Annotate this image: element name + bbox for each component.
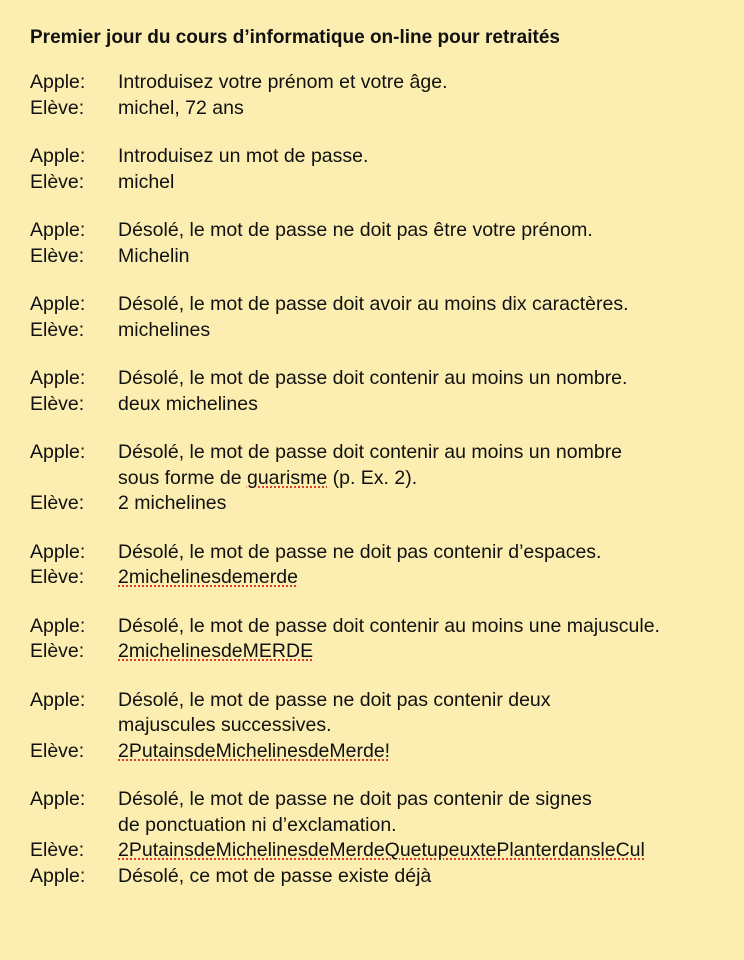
speaker-apple: Apple: <box>30 788 86 810</box>
apple-message: Désolé, le mot de passe doit contenir au moins une majuscule. <box>118 614 660 637</box>
student-message: 2michelinesdemerde <box>118 566 298 588</box>
apple-line <box>30 864 744 890</box>
speaker-student: Elève: <box>30 170 85 193</box>
speaker-student: Elève: <box>30 96 85 119</box>
exchange <box>30 540 744 591</box>
exchange <box>30 688 744 765</box>
student-message: Michelin <box>118 244 190 267</box>
continuation-text: (p. Ex. 2). <box>327 466 418 489</box>
speaker-student: Elève: <box>30 492 85 514</box>
continuation-text: sous forme de <box>118 466 247 489</box>
apple-message: Désolé, le mot de passe ne doit pas contenir d’espaces. <box>118 540 602 563</box>
speaker-apple: Apple: <box>30 293 86 315</box>
apple-final-message: Désolé, ce mot de passe existe déjà <box>118 864 432 887</box>
apple-message-continuation <box>30 466 744 492</box>
speaker-student: Elève: <box>30 392 85 415</box>
apple-message: Désolé, le mot de passe doit avoir au moins dix caractères. <box>118 293 629 315</box>
page-title: Premier jour du cours d’informatique on-line pour retraités <box>30 27 560 48</box>
student-line <box>30 565 744 591</box>
exchange <box>30 292 744 343</box>
exchange <box>30 70 744 121</box>
speaker-apple: Apple: <box>30 614 86 637</box>
apple-line <box>30 540 744 566</box>
apple-line <box>30 292 744 318</box>
exchange <box>30 440 744 517</box>
apple-message: Introduisez votre prénom et votre âge. <box>118 71 448 93</box>
apple-line <box>30 70 744 96</box>
apple-line <box>30 614 744 640</box>
spellcheck-flagged-word: guarisme <box>246 466 328 489</box>
student-message: michelines <box>118 318 211 341</box>
student-line <box>30 639 744 665</box>
student-line <box>30 96 744 122</box>
speaker-student: Elève: <box>30 739 85 762</box>
speaker-apple: Apple: <box>30 688 86 711</box>
student-message: 2michelinesdeMERDE <box>118 640 314 662</box>
speaker-student: Elève: <box>30 566 85 588</box>
speaker-student: Elève: <box>30 244 85 267</box>
student-message: michel <box>118 170 175 193</box>
speaker-apple: Apple: <box>30 441 86 463</box>
student-message: 2PutainsdeMichelinesdeMerde! <box>118 739 391 762</box>
apple-line <box>30 440 744 466</box>
student-line <box>30 318 744 344</box>
student-line <box>30 838 744 864</box>
apple-line <box>30 366 744 392</box>
exchange <box>30 366 744 417</box>
apple-message: Désolé, le mot de passe ne doit pas être votre prénom. <box>118 219 593 241</box>
student-message: 2PutainsdeMichelinesdeMerdeQuetupeuxtePlanterdansleCul <box>118 839 645 861</box>
student-message: deux michelines <box>118 392 258 415</box>
apple-message: Désolé, le mot de passe doit contenir au moins un nombre <box>118 441 623 463</box>
student-line <box>30 392 744 418</box>
student-line <box>30 170 744 196</box>
apple-message-continuation: majuscules successives. <box>118 714 332 736</box>
speaker-apple: Apple: <box>30 145 86 167</box>
student-line <box>30 491 744 517</box>
speaker-student: Elève: <box>30 839 85 861</box>
apple-line <box>30 787 744 813</box>
speaker-apple: Apple: <box>30 540 86 563</box>
apple-line <box>30 218 744 244</box>
speaker-apple: Apple: <box>30 71 86 93</box>
speaker-student: Elève: <box>30 640 85 662</box>
student-line <box>30 739 744 765</box>
exchange <box>30 218 744 269</box>
student-line <box>30 244 744 270</box>
apple-message: Désolé, le mot de passe ne doit pas contenir deux <box>118 688 551 711</box>
apple-line <box>30 144 744 170</box>
student-message: 2 michelines <box>118 492 227 514</box>
apple-message: Désolé, le mot de passe doit contenir au moins un nombre. <box>118 367 628 389</box>
exchange <box>30 144 744 195</box>
speaker-student: Elève: <box>30 318 85 341</box>
apple-message-continuation: de ponctuation ni d’exclamation. <box>118 813 397 836</box>
apple-message: Désolé, le mot de passe ne doit pas contenir de signes <box>118 788 592 810</box>
speaker-apple: Apple: <box>30 219 86 241</box>
exchange <box>30 787 744 889</box>
apple-message: Introduisez un mot de passe. <box>118 145 369 167</box>
student-message: michel, 72 ans <box>118 96 244 119</box>
speaker-apple: Apple: <box>30 864 86 887</box>
speaker-apple: Apple: <box>30 367 86 389</box>
exchange <box>30 614 744 665</box>
apple-line <box>30 688 744 714</box>
